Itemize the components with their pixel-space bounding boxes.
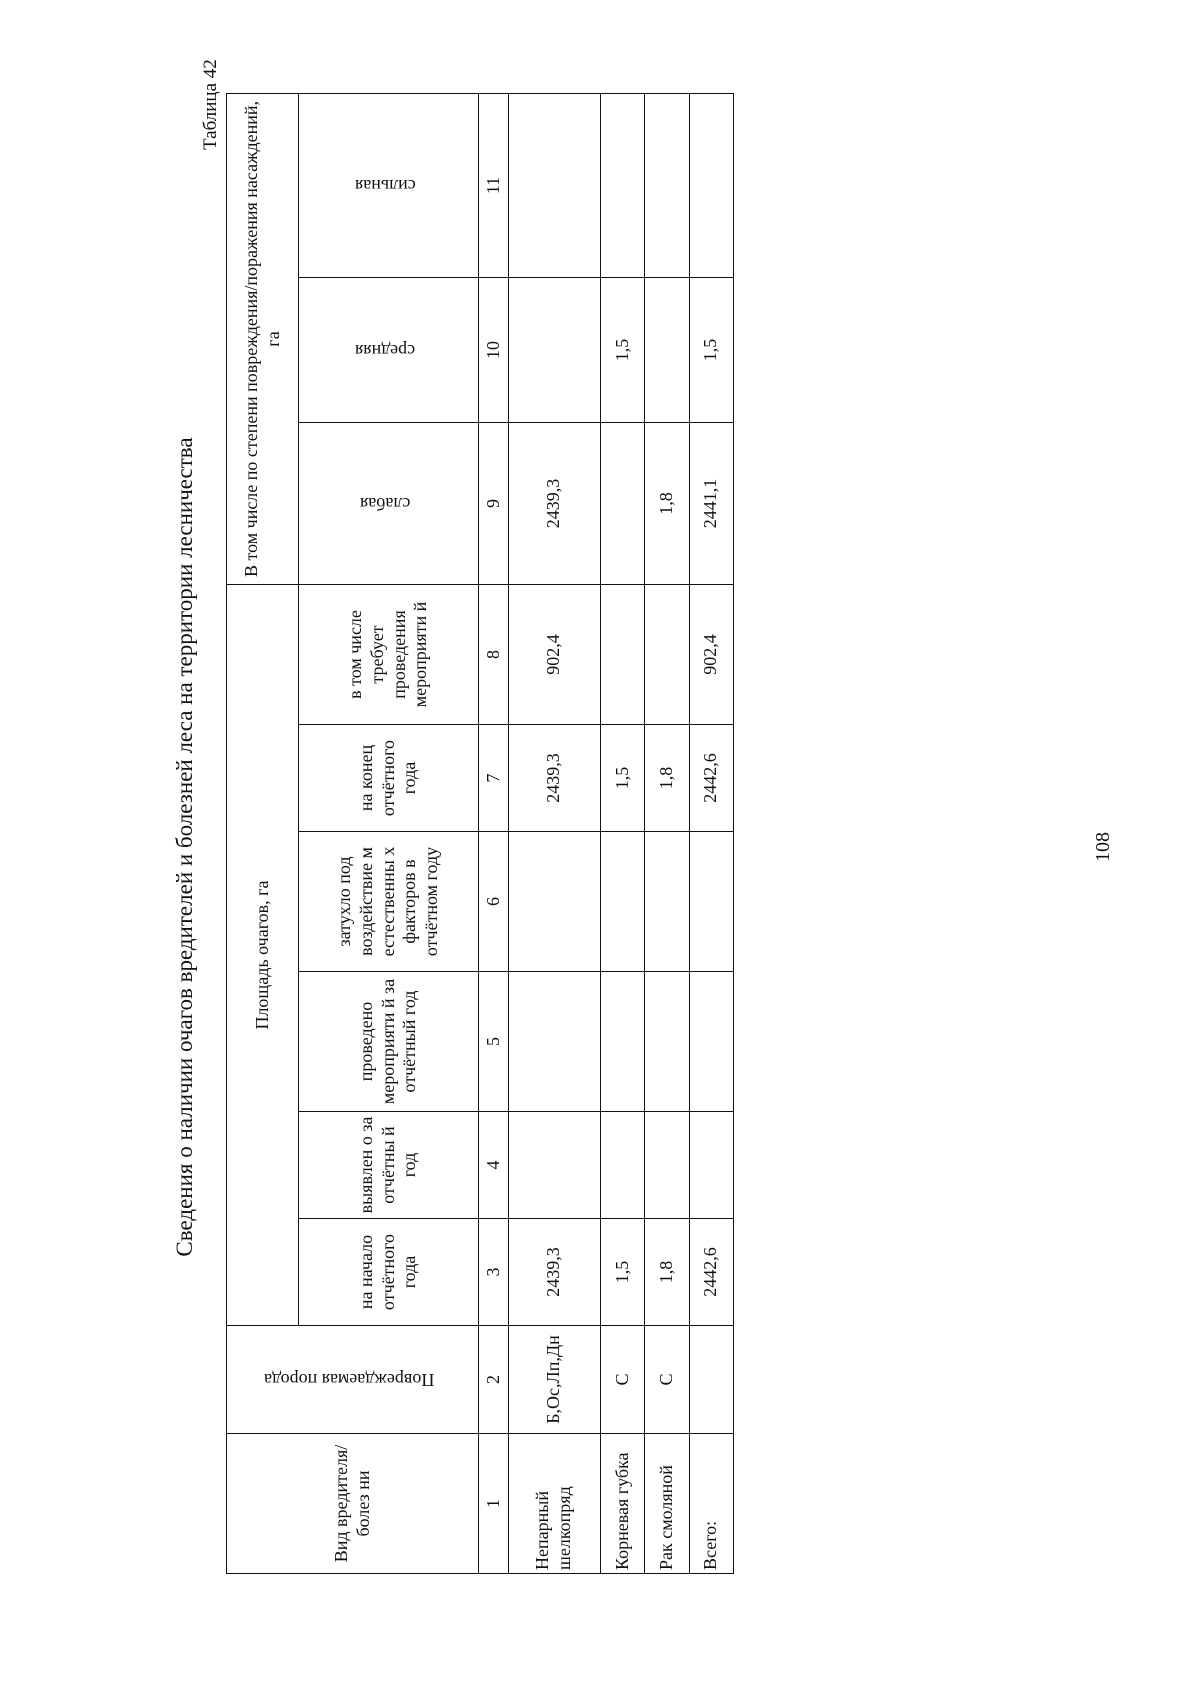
cell-faded [600,832,644,972]
column-number: 4 [479,1112,509,1219]
table-row-total [689,93,733,1573]
header-damage-group: В том числе по степени повреждения/поражения насаждений, га [227,93,299,584]
header-faded: затухло под воздействие м естественны х факторов в отчётном году [299,832,479,972]
cell-weak [600,423,644,585]
cell-species: Рак смоляной [645,1434,689,1574]
table-row [600,93,644,1573]
cell-requires-measures [600,585,644,725]
cell-end-of-year: 1,8 [645,725,689,832]
cell-breed: С [645,1326,689,1434]
column-number: 8 [479,585,509,725]
cell-detected [600,1112,644,1219]
column-number: 5 [479,972,509,1112]
header-weak [299,423,479,585]
column-number: 6 [479,832,509,972]
header-medium-text: средняя [355,340,416,361]
cell-strong [600,93,644,277]
cell-strong [689,93,733,277]
cell-start-of-year: 1,8 [645,1219,689,1326]
cell-start-of-year: 1,5 [600,1219,644,1326]
cell-medium: 1,5 [689,278,733,423]
cell-strong [645,93,689,277]
column-number: 10 [479,278,509,423]
header-start-of-year: на начало отчётного года [299,1219,479,1326]
column-number: 7 [479,725,509,832]
cell-faded [509,832,601,972]
column-number: 11 [479,93,509,277]
cell-detected [645,1112,689,1219]
column-number: 3 [479,1219,509,1326]
cell-start-of-year: 2439,3 [509,1219,601,1326]
cell-detected [509,1112,601,1219]
cell-medium [509,278,601,423]
header-measures-done: проведено мероприяти й за отчётный год [299,972,479,1112]
header-breed-text: Повреждаемая порода [264,1370,435,1391]
table-row [509,93,601,1573]
cell-breed: С [600,1326,644,1434]
column-number: 2 [479,1326,509,1434]
cell-requires-measures: 902,4 [689,585,733,725]
cell-weak: 1,8 [645,423,689,585]
cell-faded [689,832,733,972]
document-title: Сведения о наличии очагов вредителей и болезней леса на территории лесничества [172,437,197,1257]
header-end-of-year: на конец отчётного года [299,725,479,832]
cell-medium [645,278,689,423]
cell-species: Непарный шелкопряд [509,1434,601,1574]
cell-end-of-year: 1,5 [600,725,644,832]
cell-requires-measures [645,585,689,725]
header-requires-measures: в том числе требует проведения мероприяти й [299,585,479,725]
cell-strong [509,93,601,277]
header-breed [227,1326,479,1434]
page-number: 108 [1092,832,1114,862]
cell-measures-done [600,972,644,1112]
cell-breed [689,1326,733,1434]
column-number-row [479,93,509,1573]
cell-weak: 2441,1 [689,423,733,585]
header-species: Вид вредителя/болез ни [227,1434,479,1574]
header-strong [299,93,479,277]
cell-detected [689,1112,733,1219]
table-row [645,93,689,1573]
column-number: 9 [479,423,509,585]
cell-medium: 1,5 [600,278,644,423]
cell-measures-done [689,972,733,1112]
header-area-group: Площадь очагов, га [227,585,299,1326]
cell-species: Корневая губка [600,1434,644,1574]
cell-measures-done [645,972,689,1112]
pest-foci-table [226,93,734,1574]
cell-end-of-year: 2439,3 [509,725,601,832]
table-label: Таблица 42 [200,59,221,150]
cell-measures-done [509,972,601,1112]
header-medium [299,278,479,423]
cell-weak: 2439,3 [509,423,601,585]
cell-requires-measures: 902,4 [509,585,601,725]
header-strong-text: сильная [355,176,416,197]
cell-breed: Б,Ос,Лп,Дн [509,1326,601,1434]
cell-species: Всего: [689,1434,733,1574]
column-number: 1 [479,1434,509,1574]
header-weak-text: слабая [360,494,411,515]
cell-end-of-year: 2442,6 [689,725,733,832]
header-detected: выявлен о за отчётны й год [299,1112,479,1219]
cell-faded [645,832,689,972]
cell-start-of-year: 2442,6 [689,1219,733,1326]
